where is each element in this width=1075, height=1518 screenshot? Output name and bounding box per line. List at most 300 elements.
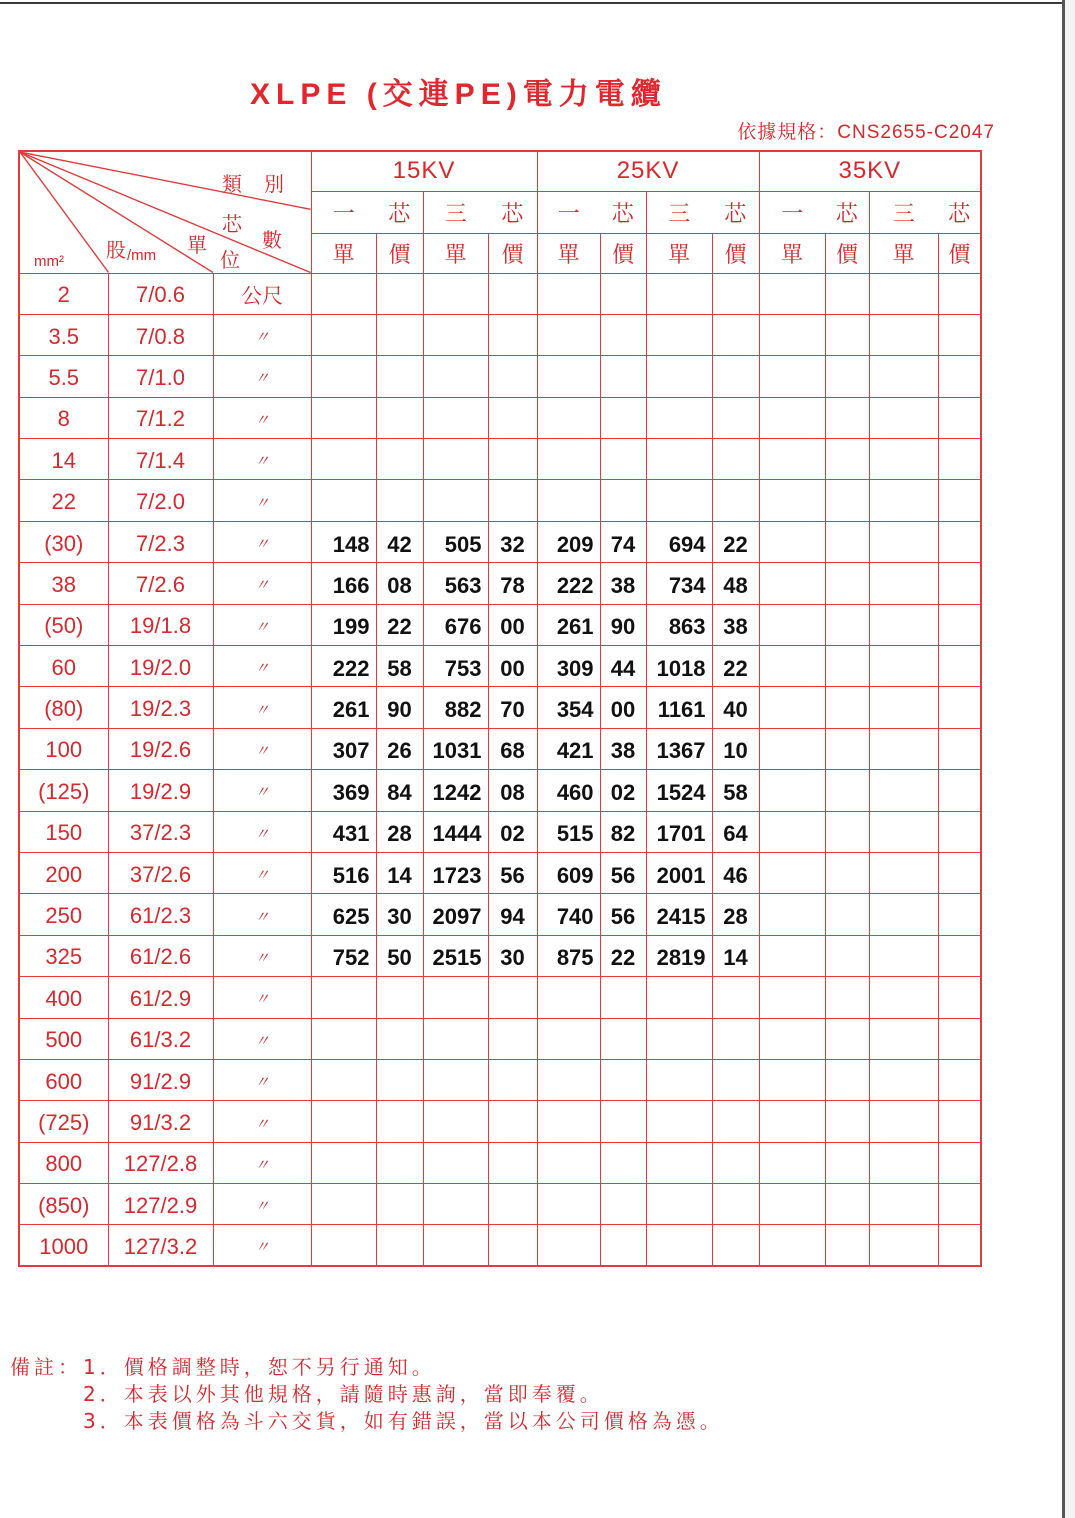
price-15kv-single-core-unit [311,1101,376,1142]
price-35kv-three-core-unit [869,273,938,314]
unit-header-15kv-three-core: 單 [423,233,488,273]
price-25kv-three-core-fraction [712,1018,759,1059]
table-row [19,646,981,687]
notes-label: 備註： [10,1355,82,1379]
strand-cell: 7/0.6 [108,273,213,314]
scan-edge-margin [1065,0,1075,1518]
price-35kv-single-core-fraction [825,852,869,893]
table-row [19,728,981,769]
three-core-header-35kv-core: 芯 [938,191,981,233]
price-35kv-three-core-unit [869,1018,938,1059]
price-35kv-three-core-fraction [938,273,981,314]
price-35kv-single-core-unit [759,563,825,604]
strand-cell: 7/1.0 [108,356,213,397]
unit-header-25kv-three-core: 單 [646,233,712,273]
price-25kv-three-core-unit: 694 [646,521,712,562]
price-25kv-single-core-fraction: 44 [600,646,646,687]
price-15kv-single-core-unit: 199 [311,604,376,645]
price-35kv-single-core-fraction [825,894,869,935]
price-25kv-three-core-fraction [712,439,759,480]
price-35kv-three-core-unit [869,521,938,562]
price-15kv-three-core-fraction [488,273,537,314]
scan-edge-top [0,2,1062,4]
price-25kv-three-core-fraction [712,356,759,397]
price-35kv-three-core-fraction [938,480,981,521]
unit-cell: 〃 [213,687,311,728]
price-header-15kv-three-core: 價 [488,233,537,273]
price-35kv-single-core-unit [759,1059,825,1100]
single-core-header-15kv-core: 芯 [376,191,423,233]
price-15kv-single-core-fraction: 28 [376,811,423,852]
price-25kv-single-core-unit: 309 [537,646,600,687]
price-35kv-three-core-unit [869,935,938,976]
price-15kv-single-core-fraction [376,397,423,438]
price-35kv-three-core-unit [869,439,938,480]
price-25kv-single-core-fraction [600,480,646,521]
price-35kv-three-core-unit [869,728,938,769]
strand-cell: 7/2.3 [108,521,213,562]
three-core-header-25kv-count: 三 [646,191,712,233]
price-25kv-three-core-unit: 1161 [646,687,712,728]
price-25kv-single-core-fraction [600,439,646,480]
category-label: 類別 [222,172,306,196]
price-25kv-three-core-fraction: 58 [712,770,759,811]
price-35kv-single-core-unit [759,521,825,562]
price-35kv-single-core-unit [759,687,825,728]
strand-cell: 19/2.9 [108,770,213,811]
unit-cell: 公尺 [213,273,311,314]
table-row [19,356,981,397]
table-row [19,1225,981,1266]
price-35kv-single-core-unit [759,646,825,687]
unit-cell: 〃 [213,521,311,562]
unit-cell: 〃 [213,935,311,976]
strand-unit-label: /mm [127,247,157,264]
notes [10,1354,724,1435]
price-15kv-single-core-fraction: 50 [376,935,423,976]
price-25kv-single-core-unit: 875 [537,935,600,976]
strand-cell: 91/3.2 [108,1101,213,1142]
unit-header-35kv-three-core: 單 [869,233,938,273]
price-25kv-single-core-fraction [600,1225,646,1266]
price-25kv-three-core-unit [646,1184,712,1225]
price-35kv-three-core-unit [869,1225,938,1266]
price-15kv-three-core-fraction [488,1018,537,1059]
three-core-header-25kv-core: 芯 [712,191,759,233]
strand-cell: 19/2.0 [108,646,213,687]
price-15kv-three-core-unit [423,480,488,521]
cable-size-cell: 38 [19,563,108,604]
table-row [19,439,981,480]
price-15kv-single-core-unit: 166 [311,563,376,604]
strand-cell: 127/3.2 [108,1225,213,1266]
price-35kv-single-core-fraction [825,1184,869,1225]
price-15kv-single-core-unit: 307 [311,728,376,769]
header-corner-cell [19,151,311,273]
price-35kv-single-core-unit [759,852,825,893]
unit-cell: 〃 [213,604,311,645]
strand-cell: 19/2.3 [108,687,213,728]
price-15kv-three-core-fraction [488,1184,537,1225]
price-35kv-single-core-unit [759,935,825,976]
price-15kv-three-core-fraction [488,314,537,355]
price-25kv-single-core-unit [537,480,600,521]
price-35kv-three-core-fraction [938,314,981,355]
price-15kv-single-core-fraction [376,1018,423,1059]
price-25kv-single-core-fraction [600,1184,646,1225]
price-25kv-single-core-unit [537,1101,600,1142]
price-35kv-single-core-fraction [825,356,869,397]
price-25kv-single-core-fraction: 82 [600,811,646,852]
price-25kv-single-core-unit [537,977,600,1018]
cable-size-cell: 250 [19,894,108,935]
price-25kv-single-core-fraction [600,1018,646,1059]
price-25kv-three-core-fraction [712,1184,759,1225]
cable-size-cell: 325 [19,935,108,976]
price-25kv-three-core-fraction: 22 [712,521,759,562]
price-25kv-single-core-unit [537,314,600,355]
core-count-label-1: 芯 [222,212,242,236]
price-15kv-three-core-unit: 2515 [423,935,488,976]
standard-reference: 依據規格：CNS2655-C2047 [737,122,995,143]
price-25kv-single-core-fraction [600,1142,646,1183]
price-35kv-three-core-unit [869,563,938,604]
price-25kv-three-core-unit [646,1225,712,1266]
price-15kv-three-core-fraction: 32 [488,521,537,562]
price-35kv-single-core-fraction [825,770,869,811]
price-35kv-three-core-fraction [938,1018,981,1059]
table-row [19,480,981,521]
price-15kv-single-core-fraction: 90 [376,687,423,728]
price-25kv-three-core-fraction: 14 [712,935,759,976]
unit-cell: 〃 [213,1059,311,1100]
single-core-header-35kv-count: 一 [759,191,825,233]
price-15kv-single-core-unit [311,977,376,1018]
price-25kv-three-core-unit [646,439,712,480]
notes-list [83,1354,724,1435]
table-row [19,770,981,811]
unit-cell: 〃 [213,1018,311,1059]
price-15kv-single-core-fraction [376,356,423,397]
price-25kv-three-core-unit [646,1059,712,1100]
price-15kv-single-core-fraction [376,314,423,355]
single-core-header-25kv-count: 一 [537,191,600,233]
price-25kv-single-core-fraction [600,977,646,1018]
price-25kv-three-core-fraction: 40 [712,687,759,728]
price-15kv-single-core-unit: 222 [311,646,376,687]
cable-size-cell: (725) [19,1101,108,1142]
price-35kv-single-core-fraction [825,314,869,355]
price-35kv-three-core-unit [869,397,938,438]
price-25kv-single-core-unit [537,356,600,397]
cable-size-cell: 600 [19,1059,108,1100]
price-35kv-single-core-fraction [825,935,869,976]
price-35kv-single-core-unit [759,977,825,1018]
three-core-header-15kv-count: 三 [423,191,488,233]
price-15kv-three-core-unit [423,1184,488,1225]
unit-label-1: 單 [187,233,207,257]
strand-cell: 7/0.8 [108,314,213,355]
price-25kv-three-core-fraction: 22 [712,646,759,687]
price-15kv-three-core-unit [423,356,488,397]
cable-size-cell: (80) [19,687,108,728]
unit-label-2: 位 [220,248,240,272]
price-35kv-three-core-fraction [938,1101,981,1142]
price-25kv-single-core-unit: 609 [537,852,600,893]
price-25kv-three-core-fraction [712,1142,759,1183]
unit-cell: 〃 [213,811,311,852]
price-25kv-single-core-unit: 354 [537,687,600,728]
cable-size-cell: 2 [19,273,108,314]
unit-cell: 〃 [213,1184,311,1225]
price-15kv-three-core-unit [423,1225,488,1266]
price-25kv-single-core-fraction: 56 [600,894,646,935]
price-35kv-three-core-fraction [938,397,981,438]
table-row [19,1142,981,1183]
price-35kv-three-core-unit [869,1059,938,1100]
price-25kv-single-core-unit: 515 [537,811,600,852]
price-25kv-three-core-unit: 2001 [646,852,712,893]
price-35kv-single-core-fraction [825,646,869,687]
price-35kv-single-core-fraction [825,977,869,1018]
price-15kv-three-core-unit [423,1018,488,1059]
voltage-15kv-header: 15KV [311,151,537,191]
price-25kv-three-core-fraction: 64 [712,811,759,852]
price-35kv-single-core-fraction [825,1101,869,1142]
strand-cell: 61/2.9 [108,977,213,1018]
price-35kv-three-core-fraction [938,728,981,769]
price-15kv-three-core-unit: 2097 [423,894,488,935]
price-15kv-single-core-unit: 625 [311,894,376,935]
strand-cell: 127/2.8 [108,1142,213,1183]
cable-size-cell: 100 [19,728,108,769]
cable-size-cell: 200 [19,852,108,893]
price-25kv-three-core-unit [646,397,712,438]
price-25kv-three-core-unit [646,356,712,397]
price-15kv-single-core-fraction [376,1101,423,1142]
strand-cell: 7/1.2 [108,397,213,438]
strand-cell: 7/2.0 [108,480,213,521]
price-35kv-three-core-fraction [938,356,981,397]
three-core-header-35kv-count: 三 [869,191,938,233]
size-label: mm² [34,253,64,270]
price-35kv-single-core-unit [759,894,825,935]
price-25kv-three-core-unit [646,1142,712,1183]
price-25kv-single-core-unit [537,1018,600,1059]
price-15kv-three-core-fraction: 68 [488,728,537,769]
header-row-voltage [19,151,981,191]
unit-cell: 〃 [213,894,311,935]
table-row [19,521,981,562]
price-35kv-single-core-fraction [825,687,869,728]
unit-cell: 〃 [213,314,311,355]
table-row [19,687,981,728]
unit-cell: 〃 [213,977,311,1018]
price-15kv-single-core-fraction [376,1225,423,1266]
price-35kv-three-core-unit [869,687,938,728]
price-15kv-single-core-fraction [376,273,423,314]
price-35kv-single-core-fraction [825,521,869,562]
strand-cell: 127/2.9 [108,1184,213,1225]
price-15kv-single-core-unit: 261 [311,687,376,728]
price-15kv-single-core-fraction [376,977,423,1018]
price-25kv-three-core-fraction: 28 [712,894,759,935]
strand-cell: 7/1.4 [108,439,213,480]
price-15kv-single-core-unit [311,480,376,521]
table-row [19,273,981,314]
unit-cell: 〃 [213,646,311,687]
price-35kv-single-core-unit [759,1018,825,1059]
price-25kv-three-core-fraction [712,1059,759,1100]
price-15kv-three-core-unit: 753 [423,646,488,687]
price-25kv-three-core-unit [646,977,712,1018]
cable-size-cell: 60 [19,646,108,687]
price-15kv-single-core-unit: 752 [311,935,376,976]
cable-size-cell: 22 [19,480,108,521]
price-header-25kv-single-core: 價 [600,233,646,273]
price-25kv-three-core-unit: 1524 [646,770,712,811]
unit-header-35kv-single-core: 單 [759,233,825,273]
price-25kv-single-core-fraction [600,314,646,355]
price-25kv-three-core-unit: 2415 [646,894,712,935]
price-25kv-three-core-unit [646,314,712,355]
table-row [19,811,981,852]
price-15kv-three-core-unit [423,314,488,355]
price-25kv-three-core-fraction: 48 [712,563,759,604]
price-15kv-single-core-unit [311,397,376,438]
unit-cell: 〃 [213,728,311,769]
price-35kv-three-core-fraction [938,439,981,480]
table-row [19,604,981,645]
price-35kv-single-core-fraction [825,604,869,645]
price-35kv-single-core-unit [759,314,825,355]
price-35kv-three-core-unit [869,1101,938,1142]
price-35kv-three-core-fraction [938,1225,981,1266]
unit-cell: 〃 [213,1225,311,1266]
price-15kv-three-core-fraction: 00 [488,604,537,645]
strand-cell: 37/2.6 [108,852,213,893]
table-row [19,894,981,935]
price-25kv-single-core-unit [537,439,600,480]
price-35kv-single-core-unit [759,770,825,811]
price-35kv-three-core-fraction [938,1059,981,1100]
unit-cell: 〃 [213,563,311,604]
price-25kv-single-core-unit: 740 [537,894,600,935]
price-35kv-single-core-unit [759,728,825,769]
price-15kv-single-core-fraction: 84 [376,770,423,811]
price-35kv-single-core-unit [759,356,825,397]
price-15kv-three-core-fraction: 78 [488,563,537,604]
table-header [19,151,981,273]
cable-size-cell: 14 [19,439,108,480]
price-25kv-single-core-unit [537,1142,600,1183]
price-15kv-single-core-unit: 431 [311,811,376,852]
cable-size-cell: 1000 [19,1225,108,1266]
price-15kv-three-core-unit [423,1101,488,1142]
price-25kv-three-core-fraction [712,314,759,355]
price-25kv-single-core-unit: 209 [537,521,600,562]
price-35kv-three-core-unit [869,770,938,811]
unit-cell: 〃 [213,439,311,480]
price-15kv-single-core-fraction [376,1059,423,1100]
price-35kv-three-core-unit [869,646,938,687]
table-row [19,935,981,976]
price-35kv-three-core-fraction [938,687,981,728]
price-35kv-single-core-unit [759,1142,825,1183]
price-15kv-single-core-fraction: 22 [376,604,423,645]
price-15kv-three-core-unit: 563 [423,563,488,604]
table-row [19,563,981,604]
price-15kv-three-core-fraction [488,1101,537,1142]
table-body [19,273,981,1266]
price-35kv-single-core-unit [759,1225,825,1266]
price-15kv-three-core-fraction: 30 [488,935,537,976]
price-35kv-three-core-unit [869,852,938,893]
price-25kv-three-core-unit: 2819 [646,935,712,976]
price-15kv-three-core-unit [423,439,488,480]
strand-label: 股 [106,238,126,262]
price-25kv-single-core-unit: 261 [537,604,600,645]
price-35kv-single-core-fraction [825,273,869,314]
price-25kv-three-core-unit [646,1101,712,1142]
price-15kv-single-core-fraction: 30 [376,894,423,935]
price-15kv-single-core-unit [311,439,376,480]
price-15kv-single-core-unit: 516 [311,852,376,893]
price-25kv-single-core-fraction: 74 [600,521,646,562]
strand-cell: 19/2.6 [108,728,213,769]
price-35kv-single-core-unit [759,273,825,314]
price-35kv-single-core-unit [759,1184,825,1225]
price-15kv-single-core-fraction: 08 [376,563,423,604]
price-header-15kv-single-core: 價 [376,233,423,273]
price-15kv-single-core-fraction [376,1184,423,1225]
price-15kv-three-core-unit [423,1059,488,1100]
price-15kv-three-core-fraction [488,977,537,1018]
price-header-25kv-three-core: 價 [712,233,759,273]
price-15kv-single-core-fraction [376,480,423,521]
price-35kv-three-core-fraction [938,604,981,645]
price-15kv-single-core-fraction [376,1142,423,1183]
price-25kv-single-core-fraction: 38 [600,728,646,769]
price-25kv-three-core-unit: 734 [646,563,712,604]
core-count-label-2: 數 [262,228,282,252]
price-25kv-three-core-unit: 1367 [646,728,712,769]
strand-cell: 61/2.6 [108,935,213,976]
strand-cell: 91/2.9 [108,1059,213,1100]
unit-header-25kv-single-core: 單 [537,233,600,273]
price-25kv-three-core-unit: 1701 [646,811,712,852]
price-35kv-three-core-unit [869,604,938,645]
cable-size-cell: 150 [19,811,108,852]
strand-cell: 61/3.2 [108,1018,213,1059]
strand-cell: 7/2.6 [108,563,213,604]
price-35kv-three-core-unit [869,314,938,355]
price-35kv-single-core-fraction [825,811,869,852]
price-15kv-three-core-fraction [488,439,537,480]
price-25kv-single-core-fraction: 38 [600,563,646,604]
price-35kv-single-core-fraction [825,1225,869,1266]
strand-cell: 37/2.3 [108,811,213,852]
table-row [19,852,981,893]
note-item: 1．價格調整時，恕不另行通知。 [83,1355,436,1379]
table-row [19,977,981,1018]
price-25kv-three-core-unit: 863 [646,604,712,645]
price-15kv-three-core-unit [423,273,488,314]
price-35kv-single-core-unit [759,604,825,645]
cable-size-cell: (30) [19,521,108,562]
three-core-header-15kv-core: 芯 [488,191,537,233]
table-row [19,1059,981,1100]
